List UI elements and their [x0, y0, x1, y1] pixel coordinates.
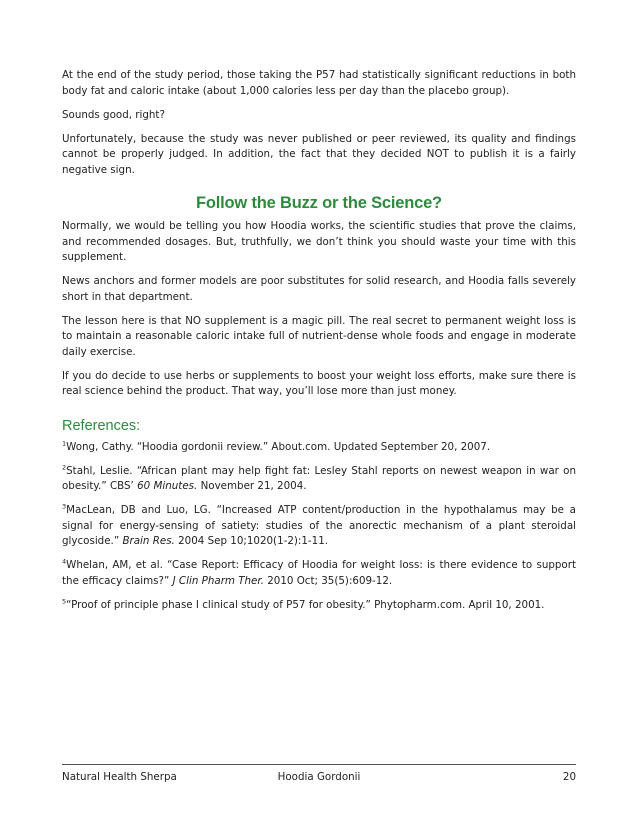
footer-publisher: Natural Health Sherpa — [62, 771, 177, 783]
reference-number: 3 — [62, 502, 67, 511]
page-number: 20 — [562, 771, 576, 783]
reference-number: 4 — [62, 557, 67, 566]
reference-source-italic: Brain Res. — [122, 535, 175, 547]
footer-divider — [62, 764, 576, 765]
reference-item — [62, 464, 576, 495]
reference-text: MacLean, DB and Luo, LG. “Increased ATP content/production in the hypothalamus may be a signal for energy-sensing of satiety: studies of the anorectic mechanism of a plant steroidal glycoside.” — [62, 504, 576, 547]
reference-item — [62, 440, 576, 456]
reference-source-italic: J Clin Pharm Ther. — [172, 574, 264, 587]
reference-date: 2010 Oct; 35(5):609-12. — [263, 574, 393, 587]
paragraph-normally: Normally, we would be telling you how Hoodia works, the scientific studies that prove the claims, and recommended dosages. But, truthfully, we don’t think you should waste your time with this supplement. — [62, 220, 576, 263]
reference-text: Stahl, Leslie. “African plant may help fight fat: Lesley Stahl reports on newest weapon in war on obesity.” CBS’ — [62, 464, 576, 492]
reference-text: “Proof of principle phase I clinical study of P57 for obesity.” Phytopharm.com. April 10, 2001. — [66, 598, 545, 611]
paragraph-lesson: The lesson here is that NO supplement is a magic pill. The real secret to permanent weight loss is to maintain a reasonable caloric intake full of nutrient-dense whole foods and engage in moderate daily exercise. — [62, 314, 576, 358]
reference-item — [62, 598, 576, 614]
footer-title: Hoodia Gordonii — [277, 771, 361, 783]
paragraph-unfortunately: Unfortunately, because the study was never published or peer reviewed, its quality and findings cannot be properly judged. In addition, the fact that they decided NOT to publish it is a fairly negative sign. — [62, 132, 576, 176]
reference-number: 2 — [62, 463, 67, 472]
reference-date: November 21, 2004. — [197, 480, 307, 492]
paragraph-news-anchors: News anchors and former models are poor substitutes for solid research, and Hoodia falls severely short in that department. — [62, 275, 576, 303]
reference-text: Wong, Cathy. “Hoodia gordonii review.” About.com. Updated September 20, 2007. — [66, 440, 491, 453]
paragraph-if-you-decide: If you do decide to use herbs or supplements to boost your weight loss efforts, make sure there is real science behind the product. That way, you’ll lose more than just money. — [62, 369, 576, 397]
paragraph-sounds-good: Sounds good, right? — [62, 108, 165, 121]
paragraph-study-results: At the end of the study period, those taking the P57 had statistically significant reductions in both body fat and caloric intake (about 1,000 calories less per day than the placebo group). — [62, 69, 576, 97]
document-page — [62, 68, 576, 622]
reference-number: 5 — [62, 597, 67, 606]
section-heading: Follow the Buzz or the Science? — [196, 194, 442, 212]
reference-item — [62, 558, 576, 589]
reference-date: 2004 Sep 10;1020(1-2):1-11. — [174, 535, 329, 547]
page-footer — [62, 771, 576, 783]
references-heading: References: — [62, 417, 141, 434]
reference-source-italic: 60 Minutes. — [137, 480, 198, 492]
reference-number: 1 — [62, 439, 67, 448]
reference-text: Whelan, AM, et al. “Case Report: Efficacy of Hoodia for weight loss: is there evidence to support the efficacy claims?” — [62, 559, 576, 587]
reference-item — [62, 503, 576, 550]
